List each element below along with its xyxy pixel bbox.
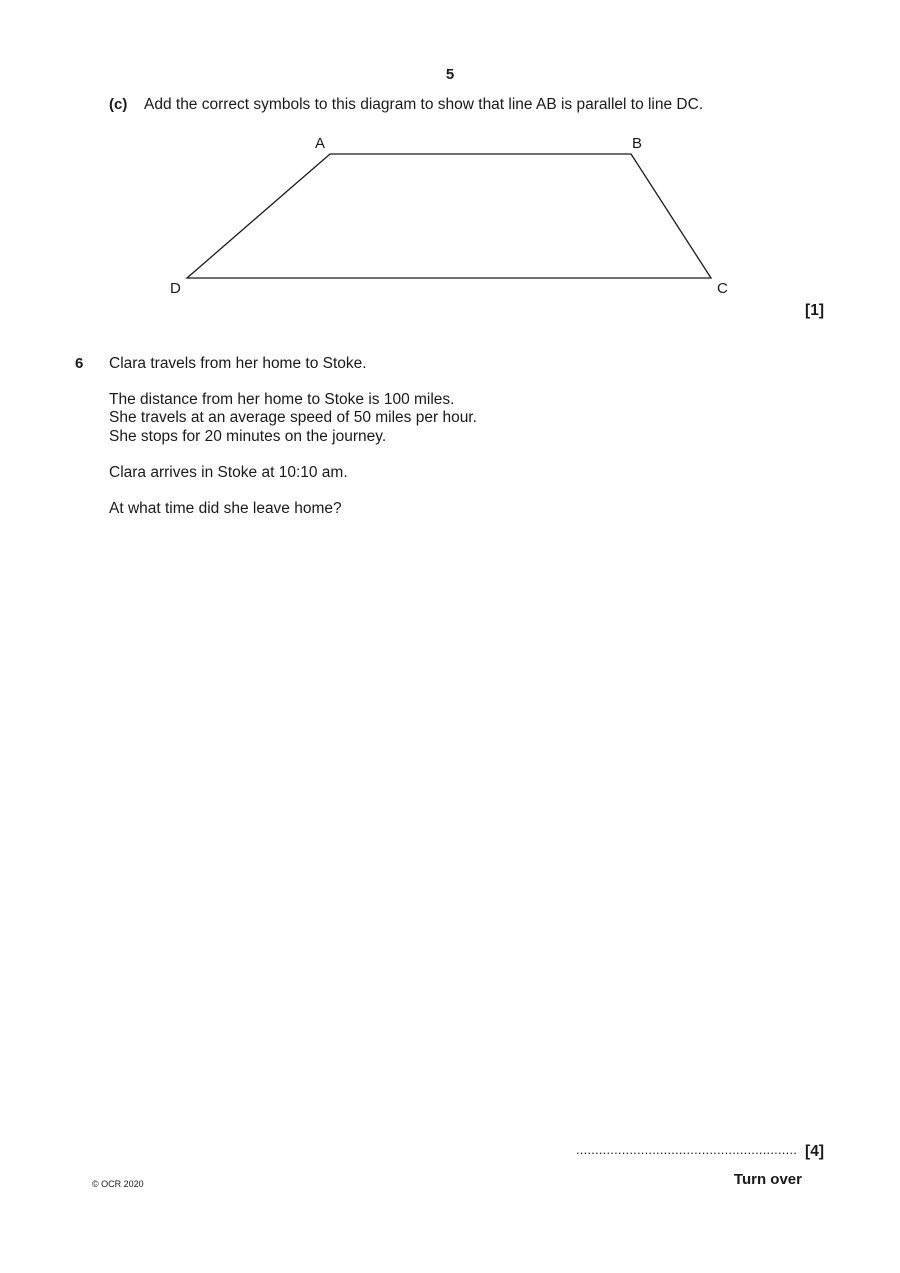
answer-line[interactable]: [576, 1142, 824, 1161]
part-label: (c): [109, 96, 128, 113]
trapezium-diagram: [0, 0, 900, 330]
copyright: © OCR 2020: [92, 1179, 144, 1189]
vertex-label-b: B: [632, 135, 643, 152]
question-line: The distance from her home to Stoke is 100 miles.: [109, 391, 455, 408]
trapezium-shape: [187, 154, 711, 278]
page-number: 5: [445, 66, 455, 83]
question-prompt: At what time did she leave home?: [109, 500, 342, 517]
turn-over-label: Turn over: [733, 1171, 802, 1188]
vertex-label-a: A: [315, 135, 326, 152]
answer-dots[interactable]: ..........................................................: [575, 1142, 798, 1157]
question-line: Clara travels from her home to Stoke.: [109, 355, 367, 372]
question-line: Clara arrives in Stoke at 10:10 am.: [109, 464, 348, 481]
question-line: She stops for 20 minutes on the journey.: [109, 428, 387, 445]
question-line: She travels at an average speed of 50 miles per hour.: [109, 409, 477, 426]
part-question-text: Add the correct symbols to this diagram to show that line AB is parallel to line DC.: [144, 96, 704, 113]
question-6-marks: [4]: [805, 1143, 824, 1160]
part-c-marks: [1]: [805, 302, 824, 319]
question-number: 6: [75, 355, 84, 372]
vertex-label-c: C: [717, 280, 728, 297]
vertex-label-d: D: [170, 280, 181, 297]
